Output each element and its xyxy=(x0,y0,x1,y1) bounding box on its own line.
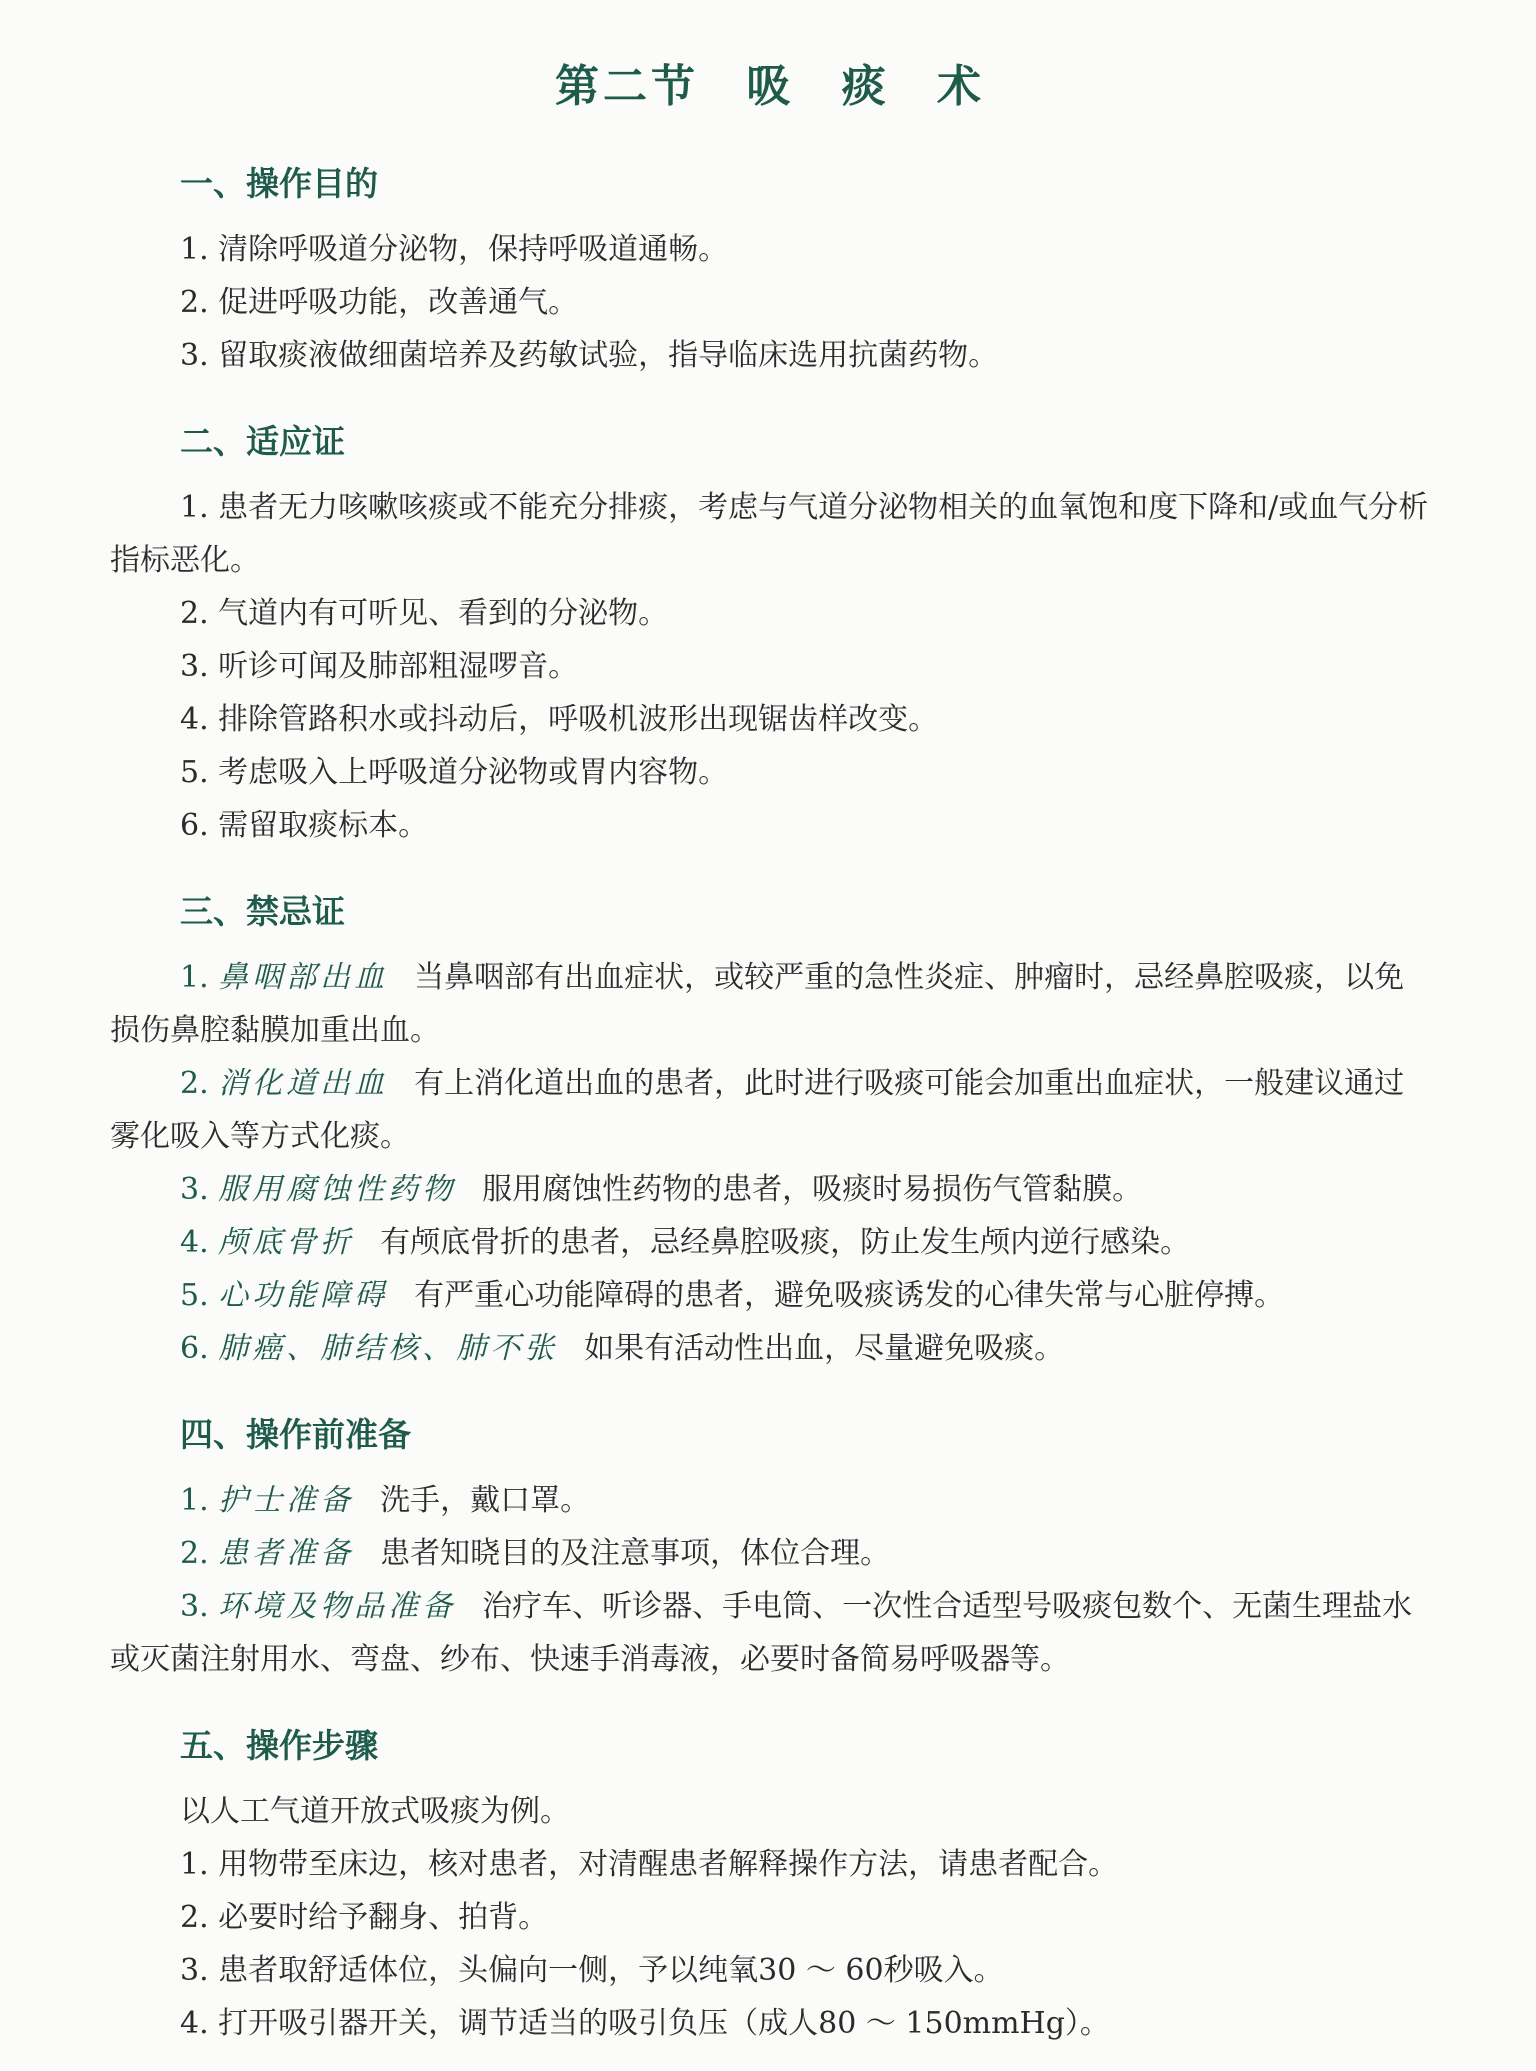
item-term: 心功能障碍 xyxy=(218,1278,389,1313)
section-heading-purpose: 一、操作目的 xyxy=(180,164,378,203)
item-number: 4. xyxy=(180,1225,209,1260)
item-term: 患者准备 xyxy=(218,1536,355,1571)
item-text: 如果有活动性出血，尽量避免吸痰。 xyxy=(584,1331,1065,1366)
list-item: 1. 用物带至床边，核对患者，对清醒患者解释操作方法，请患者配合。 xyxy=(180,1847,1119,1882)
steps-intro: 以人工气道开放式吸痰为例。 xyxy=(180,1794,570,1829)
contraindication-item xyxy=(110,1163,1430,1216)
list-item: 2. 促进呼吸功能，改善通气。 xyxy=(180,285,579,320)
contraindication-item xyxy=(110,1216,1430,1269)
contraindication-item xyxy=(110,1057,1430,1163)
item-term: 肺癌、肺结核、肺不张 xyxy=(218,1331,559,1366)
item-term: 环境及物品准备 xyxy=(218,1589,457,1624)
list-item: 3. 听诊可闻及肺部粗湿啰音。 xyxy=(180,649,579,684)
item-text: 有严重心功能障碍的患者，避免吸痰诱发的心律失常与心脏停搏。 xyxy=(414,1278,1285,1313)
item-number: 2. xyxy=(180,1536,209,1571)
title-part: 术 xyxy=(936,61,985,112)
item-number: 3. xyxy=(180,1172,209,1207)
page-title xyxy=(110,50,1430,114)
list-item: 3. 患者取舒适体位，头偏向一侧，予以纯氧30 ～ 60秒吸入。 xyxy=(180,1953,1004,1988)
item-number: 5. xyxy=(180,1278,209,1313)
item-number: 6. xyxy=(180,1331,209,1366)
title-part: 吸 xyxy=(746,61,795,112)
item-text: 当鼻咽部有出血症状，或较严重的急性炎症、肿瘤时，忌经鼻腔吸痰，以免损伤鼻腔黏膜加重出血。 xyxy=(110,960,1405,1048)
item-number: 1. xyxy=(180,1483,209,1518)
item-term: 消化道出血 xyxy=(218,1066,389,1101)
item-text: 服用腐蚀性药物的患者，吸痰时易损伤气管黏膜。 xyxy=(482,1172,1143,1207)
list-item: 5. 考虑吸入上呼吸道分泌物或胃内容物。 xyxy=(180,755,729,790)
list-item: 2. 必要时给予翻身、拍背。 xyxy=(180,1900,549,1935)
item-text: 治疗车、听诊器、手电筒、一次性合适型号吸痰包数个、无菌生理盐水或灭菌注射用水、弯盘、纱布、快速手消毒液，必要时备简易呼吸器等。 xyxy=(110,1589,1413,1677)
list-item: 1. 清除呼吸道分泌物，保持呼吸道通畅。 xyxy=(180,232,729,267)
document-page xyxy=(110,40,1430,2050)
preparation-item xyxy=(110,1580,1430,1686)
item-number: 1. xyxy=(180,960,209,995)
item-term: 护士准备 xyxy=(218,1483,355,1518)
list-item: 1. 患者无力咳嗽咳痰或不能充分排痰，考虑与气道分泌物相关的血氧饱和度下降和/或血气分析指标恶化。 xyxy=(110,490,1429,578)
contraindication-item xyxy=(110,951,1430,1057)
item-text: 有上消化道出血的患者，此时进行吸痰可能会加重出血症状，一般建议通过雾化吸入等方式化痰。 xyxy=(110,1066,1405,1154)
item-text: 洗手，戴口罩。 xyxy=(380,1483,591,1518)
item-text: 患者知晓目的及注意事项，体位合理。 xyxy=(380,1536,891,1571)
preparation-item xyxy=(110,1527,1430,1580)
list-item: 6. 需留取痰标本。 xyxy=(180,808,429,843)
section-heading-indications: 二、适应证 xyxy=(180,422,345,461)
item-number: 2. xyxy=(180,1066,209,1101)
list-item: 4. 排除管路积水或抖动后，呼吸机波形出现锯齿样改变。 xyxy=(180,702,939,737)
list-item: 2. 气道内有可听见、看到的分泌物。 xyxy=(180,596,669,631)
item-number: 3. xyxy=(180,1589,209,1624)
list-item: 3. 留取痰液做细菌培养及药敏试验，指导临床选用抗菌药物。 xyxy=(180,338,999,373)
preparation-item xyxy=(110,1474,1430,1527)
item-term: 颅底骨折 xyxy=(218,1225,355,1260)
section-heading-steps: 五、操作步骤 xyxy=(180,1726,378,1765)
list-item: 4. 打开吸引器开关，调节适当的吸引负压（成人80 ～ 150mmHg）。 xyxy=(180,2006,1110,2041)
item-text: 有颅底骨折的患者，忌经鼻腔吸痰，防止发生颅内逆行感染。 xyxy=(380,1225,1191,1260)
section-heading-preparation: 四、操作前准备 xyxy=(180,1415,411,1454)
item-term: 鼻咽部出血 xyxy=(218,960,389,995)
contraindication-item xyxy=(110,1269,1430,1322)
title-part: 痰 xyxy=(841,61,890,112)
section-heading-contraindications: 三、禁忌证 xyxy=(180,892,345,931)
item-term: 服用腐蚀性药物 xyxy=(218,1172,457,1207)
title-part: 第二节 xyxy=(555,61,699,112)
contraindication-item xyxy=(110,1322,1430,1375)
